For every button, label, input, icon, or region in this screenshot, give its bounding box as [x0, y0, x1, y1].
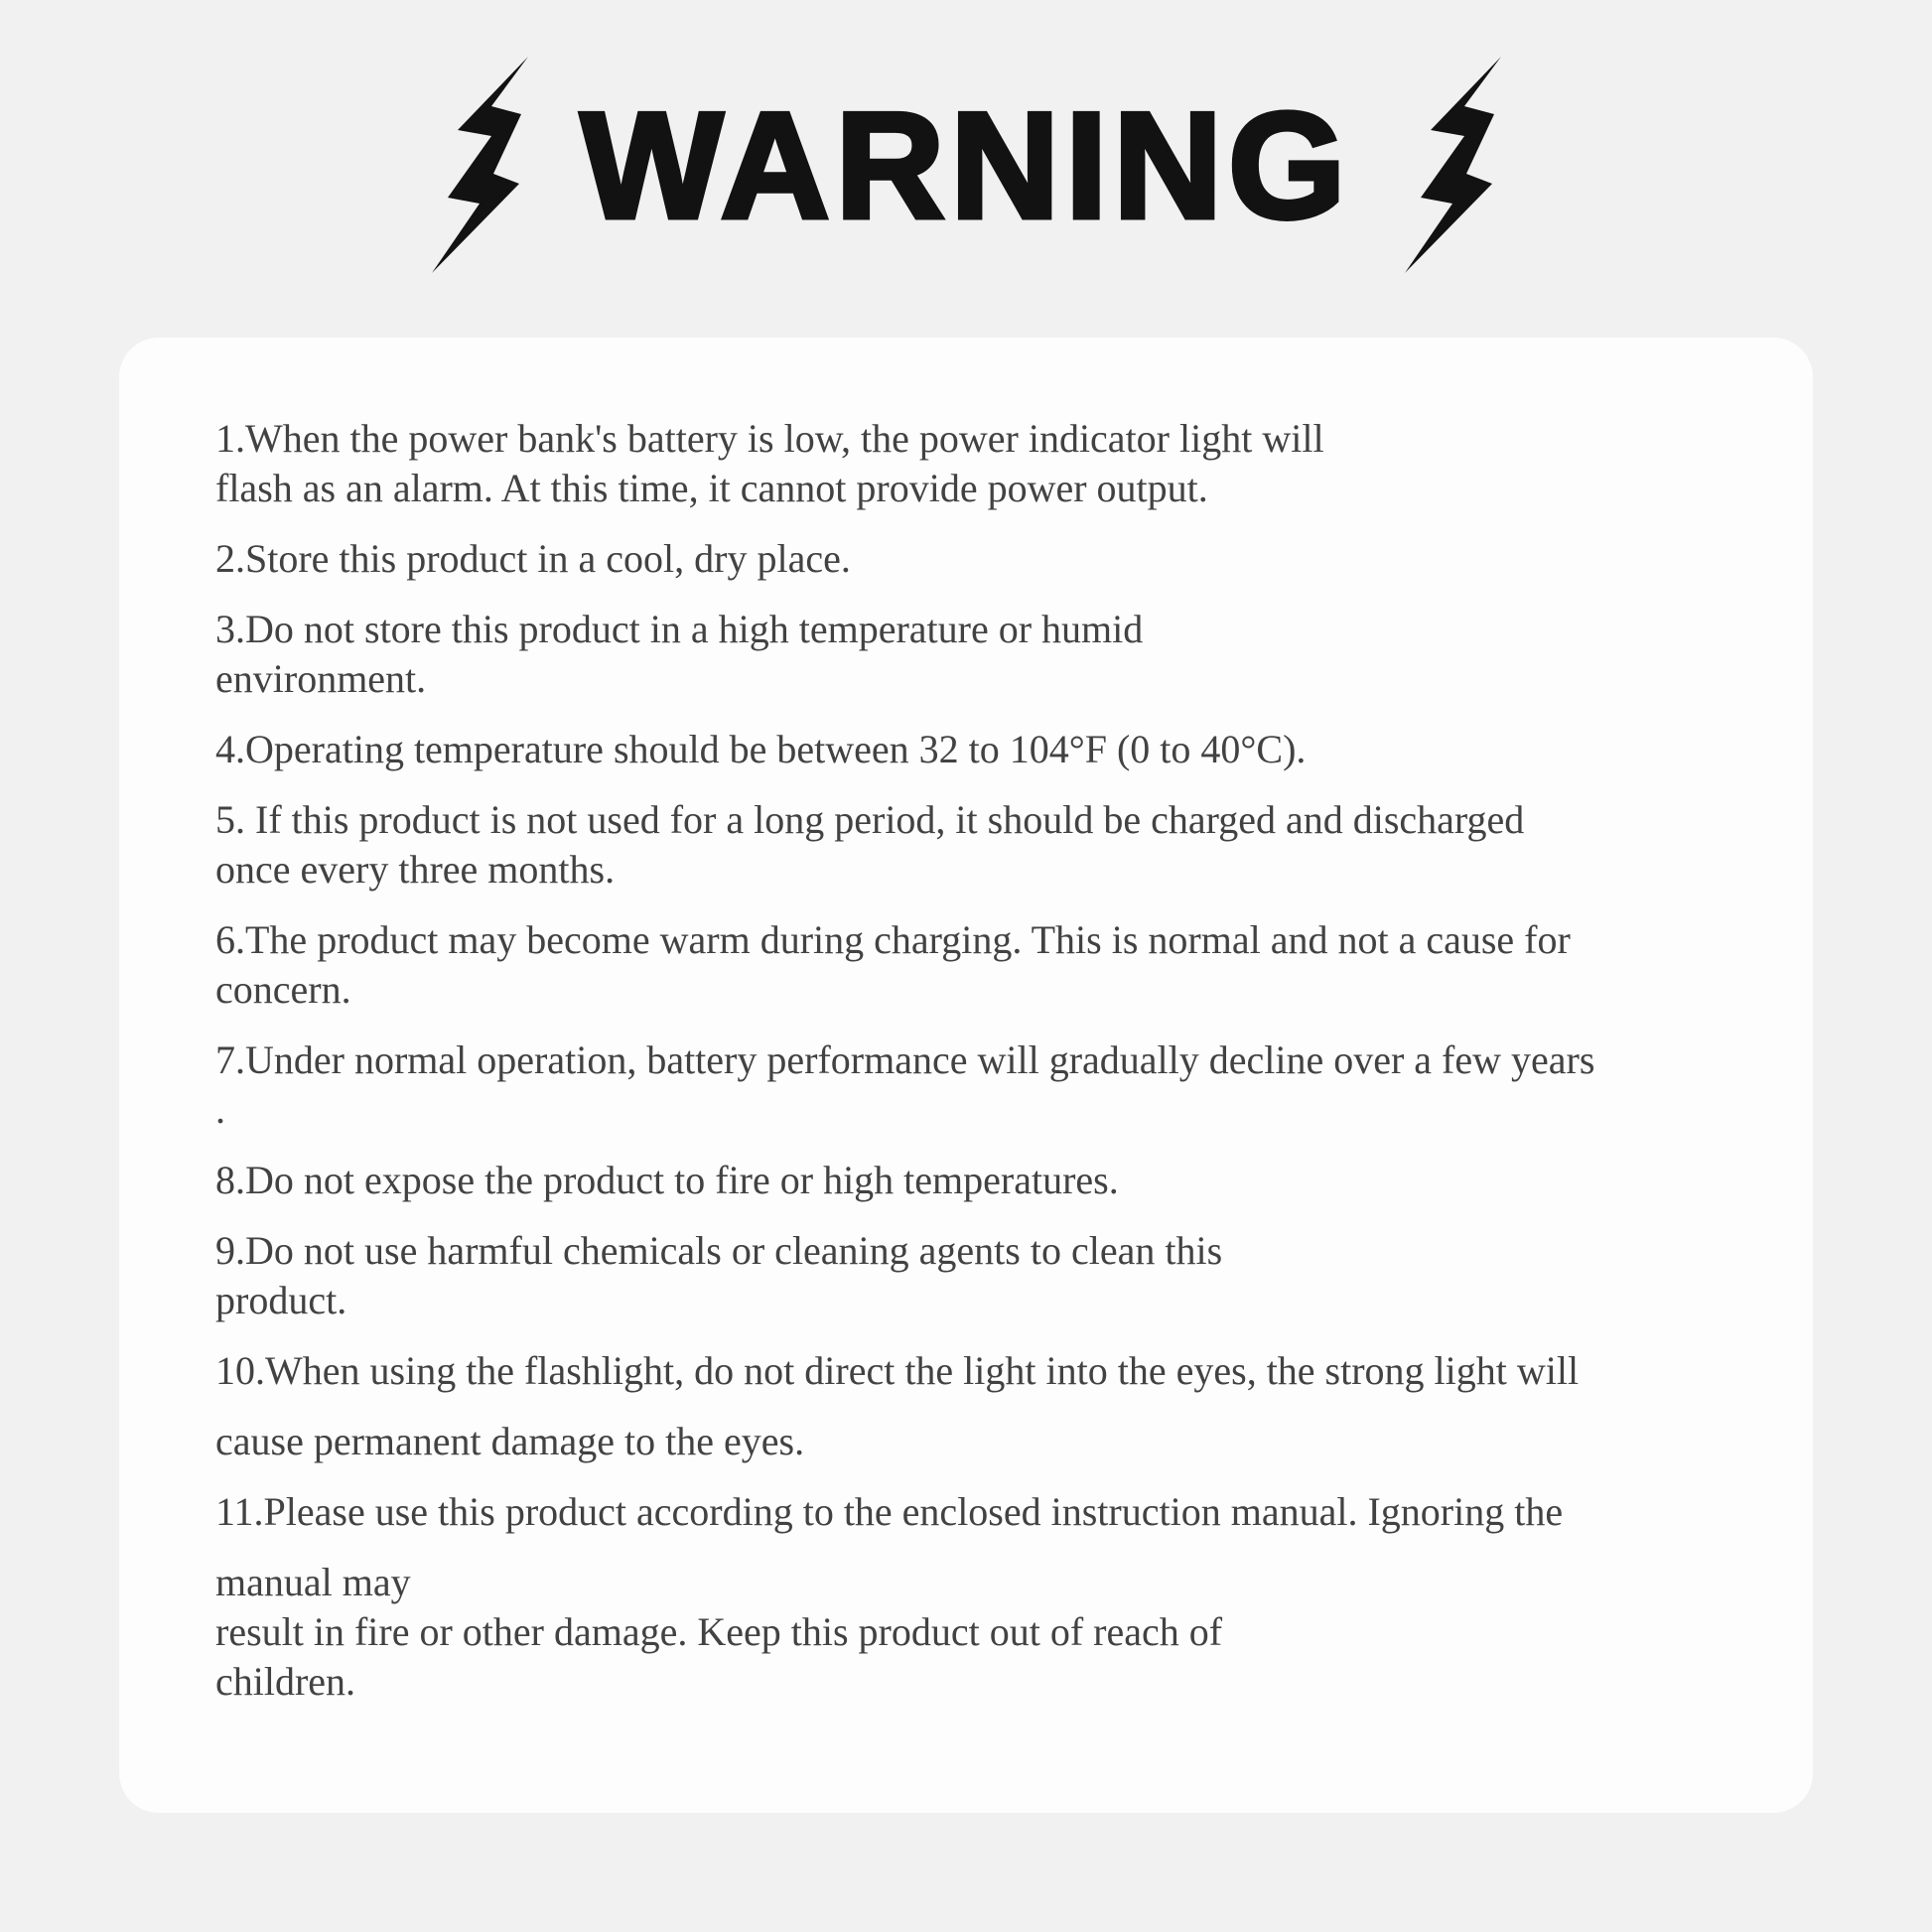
warning-item-3: [215, 605, 1733, 704]
warning-line: 2.Store this product in a cool, dry place.: [215, 536, 851, 581]
warning-line: 5. If this product is not used for a long period, it should be charged and discharged: [215, 797, 1525, 842]
warning-item-10: [215, 1346, 1733, 1466]
warning-line: once every three months.: [215, 847, 616, 892]
warning-line: 11.Please use this product according to the enclosed instruction manual. Ignoring the: [215, 1489, 1564, 1534]
warning-line: environment.: [215, 656, 427, 701]
warning-item-2: [215, 534, 1733, 584]
lightning-bolt-icon: [430, 57, 529, 275]
warning-item-6: [215, 915, 1733, 1015]
warning-line: manual may: [215, 1560, 411, 1604]
lightning-bolt-shape: [1405, 57, 1501, 273]
warning-item-8: [215, 1156, 1733, 1205]
warning-line: 9.Do not use harmful chemicals or cleaning agents to clean this: [215, 1228, 1223, 1273]
warning-line: 4.Operating temperature should be between 32 to 104°F (0 to 40°C).: [215, 727, 1307, 771]
warning-line: product.: [215, 1278, 347, 1322]
warning-item-5: [215, 795, 1733, 895]
warning-line: 10.When using the flashlight, do not direct the light into the eyes, the strong light will: [215, 1348, 1580, 1393]
page-title: WARNING: [580, 81, 1352, 250]
warning-line: 1.When the power bank's battery is low, the power indicator light will: [215, 416, 1324, 461]
warning-item-1: [215, 414, 1733, 513]
warning-item-4: [215, 725, 1733, 774]
warning-item-7: [215, 1035, 1733, 1135]
warning-line: 6.The product may become warm during charging. This is normal and not a cause for: [215, 917, 1571, 962]
warning-card: [119, 338, 1813, 1813]
warning-line: concern.: [215, 967, 351, 1012]
lightning-bolt-shape: [432, 57, 528, 273]
warning-line: .: [215, 1087, 225, 1132]
warning-line: 8.Do not expose the product to fire or high temperatures.: [215, 1158, 1119, 1202]
warning-line: flash as an alarm. At this time, it cannot provide power output.: [215, 466, 1208, 510]
warning-item-11: [215, 1487, 1733, 1707]
warning-line: children.: [215, 1659, 356, 1704]
lightning-bolt-icon: [1403, 57, 1502, 275]
warning-line: 7.Under normal operation, battery performance will gradually decline over a few years: [215, 1037, 1595, 1082]
warning-line: cause permanent damage to the eyes.: [215, 1419, 805, 1463]
warning-item-9: [215, 1226, 1733, 1325]
warning-line: 3.Do not store this product in a high temperature or humid: [215, 607, 1144, 651]
warning-line: result in fire or other damage. Keep this product out of reach of: [215, 1609, 1223, 1654]
warning-header: [0, 0, 1932, 275]
